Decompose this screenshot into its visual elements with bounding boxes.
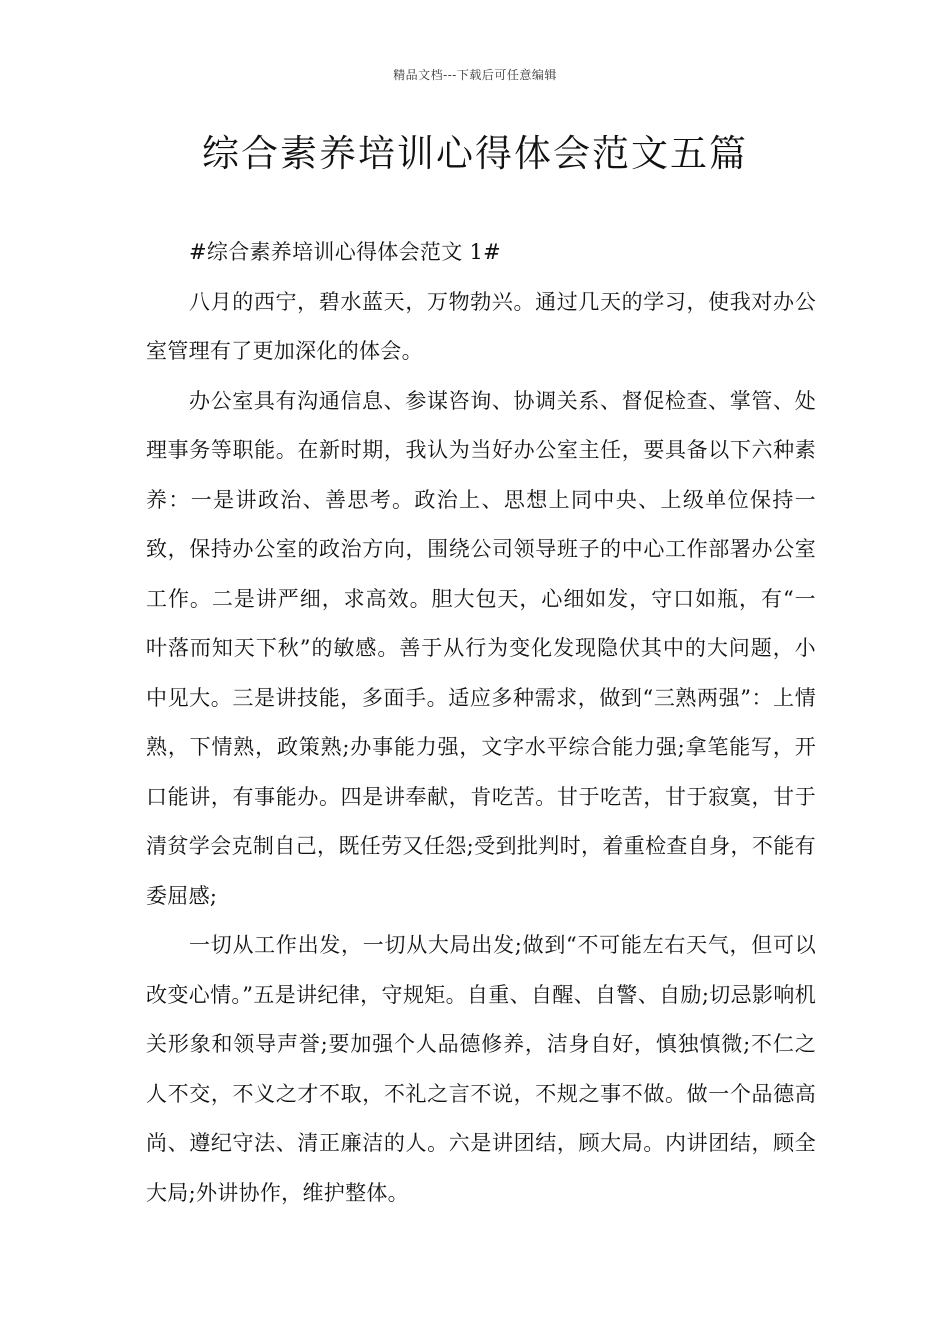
paragraph-2: 办公室具有沟通信息、参谋咨询、协调关系、督促检查、掌管、处理事务等职能。在新时期，我认为当好办公室主任，要具备以下六种素养：一是讲政治、善思考。政治上、思想上同中央、上级单位保持一致，保持办公室的政治方向，围绕公司领导班子的中心工作部署办公室工作。二是讲严细，求高效。胆大包天，心细如发，守口如瓶，有“一叶落而知天下秋”的敏感。善于从行为变化发现隐伏其中的大问题，小中见大。三是讲技能，多面手。适应多种需求，做到“三熟两强”：上情熟，下情熟，政策熟;办事能力强，文字水平综合能力强;拿笔能写，开口能讲，有事能办。四是讲奉献，肯吃苦。甘于吃苦，甘于寂寞，甘于清贫学会克制自己，既任劳又任怨;受到批判时，着重检查自身，不能有委屈感;: [146, 388, 816, 908]
paragraph-3: 一切从工作出发，一切从大局出发;做到“不可能左右天气，但可以改变心情。”五是讲纪律，守规矩。自重、自醒、自警、自励;切忌影响机关形象和领导声誉;要加强个人品德修养，洁身自好，慎独慎微;不仁之人不交，不义之才不取，不礼之言不说，不规之事不做。做一个品德高尚、遵纪守法、清正廉洁的人。六是讲团结，顾大局。内讲团结，顾全大局;外讲协作，维护整体。: [146, 933, 816, 1205]
document-title: 综合素养培训心得体会范文五篇: [202, 132, 748, 175]
paragraph-1: 八月的西宁，碧水蓝天，万物勃兴。通过几天的学习，使我对办公室管理有了更加深化的体会。: [146, 289, 816, 363]
header-note: 精品文档---下载后可任意编辑: [393, 68, 557, 82]
document-body: [146, 228, 816, 1218]
section-heading: #综合素养培训心得体会范文 1#: [189, 240, 502, 264]
